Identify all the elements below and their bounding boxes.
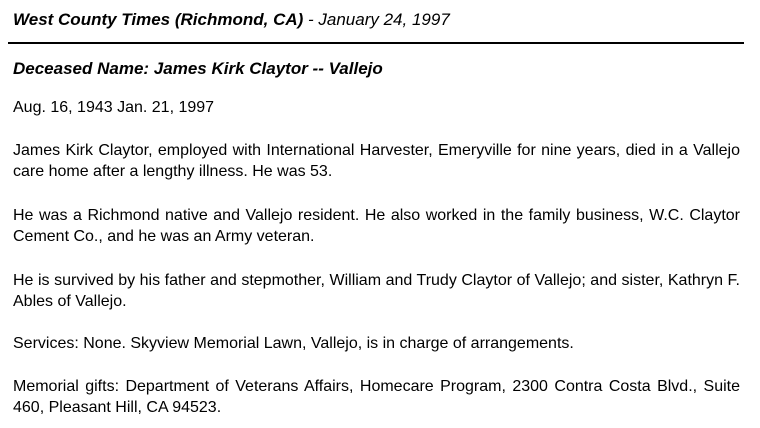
- header-separator: -: [303, 10, 319, 29]
- paragraph-employment: James Kirk Claytor, employed with International Harvester, Emeryville for nine years, died in a Vallejo care home after a lengthy illness. He was 53.: [13, 142, 740, 180]
- publication-date: January 24, 1997: [318, 10, 450, 29]
- life-dates: Aug. 16, 1943 Jan. 21, 1997: [13, 99, 215, 116]
- deceased-name-heading: Deceased Name: James Kirk Claytor -- Vallejo: [13, 59, 383, 78]
- newspaper-name: West County Times (Richmond, CA): [13, 10, 304, 29]
- paragraph-services: Services: None. Skyview Memorial Lawn, Vallejo, is in charge of arrangements.: [13, 335, 574, 352]
- header-line: [13, 9, 450, 31]
- paragraph-survivors: He is survived by his father and stepmother, William and Trudy Claytor of Vallejo; and sister, Kathryn F. Ables of Vallejo.: [13, 272, 740, 310]
- header-divider: [8, 42, 744, 44]
- paragraph-memorial-gifts: Memorial gifts: Department of Veterans Affairs, Homecare Program, 2300 Contra Costa Blvd., Suite 460, Pleasant Hill, CA 94523.: [13, 378, 740, 416]
- paragraph-background: He was a Richmond native and Vallejo resident. He also worked in the family business, W.C. Claytor Cement Co., and he was an Army veteran.: [13, 207, 740, 245]
